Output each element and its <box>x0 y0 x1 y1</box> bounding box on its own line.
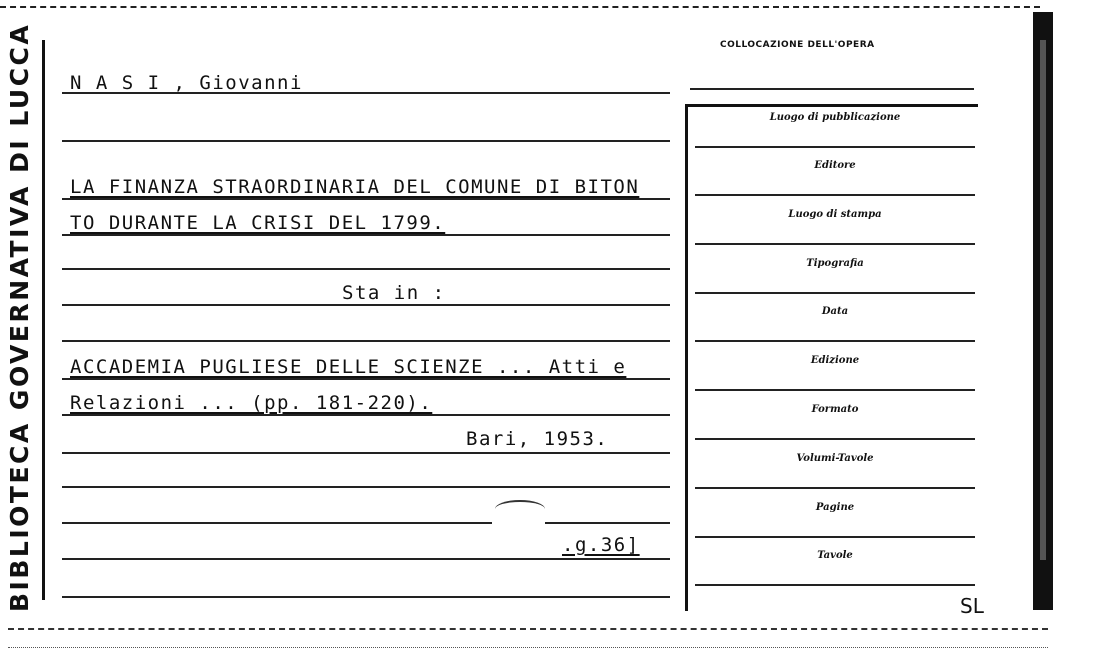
field-line <box>695 292 975 294</box>
rule-line <box>62 304 670 306</box>
rule-line <box>62 268 670 270</box>
library-stamp: BIBLIOTECA GOVERNATIVA DI LUCCA <box>5 22 34 612</box>
pencil-mark <box>495 500 545 518</box>
field-volumi-tavole <box>695 447 975 495</box>
field-line <box>695 340 975 342</box>
rule-line <box>62 596 670 598</box>
field-luogo-stampa <box>695 203 975 251</box>
field-pagine <box>695 496 975 544</box>
field-label: Luogo di stampa <box>788 209 882 220</box>
field-line <box>695 146 975 148</box>
corner-mark: SL <box>960 594 984 618</box>
source-line-1: ACCADEMIA PUGLIESE DELLE SCIENZE ... Atti e <box>70 356 627 378</box>
field-tipografia <box>695 252 975 300</box>
field-edizione <box>695 349 975 397</box>
field-luogo-pubblicazione <box>695 106 975 154</box>
shelfmark: .g.36] <box>562 534 640 556</box>
field-label: Formato <box>811 404 859 415</box>
rule-line <box>62 558 670 560</box>
title-line-2: TO DURANTE LA CRISI DEL 1799. <box>70 212 446 234</box>
margin-line <box>42 40 45 600</box>
field-label: Data <box>821 306 849 317</box>
collocation-line <box>690 88 974 90</box>
collocation-header: COLLOCAZIONE DELL'OPERA <box>720 40 875 50</box>
field-line <box>695 438 975 440</box>
rule-line <box>62 198 670 200</box>
card-bottom-edge <box>8 628 1048 630</box>
rule-line <box>62 234 670 236</box>
rule-line <box>62 452 670 454</box>
field-tavole <box>695 544 975 592</box>
field-line <box>695 194 975 196</box>
card-bottom-edge-dotted <box>8 647 1048 648</box>
in-label: Sta in : <box>342 282 446 304</box>
author-name: N A S I , Giovanni <box>70 72 303 94</box>
field-line <box>695 487 975 489</box>
field-line <box>695 389 975 391</box>
field-line <box>695 584 975 586</box>
rule-line <box>62 486 670 488</box>
field-data <box>695 300 975 348</box>
field-label: Volumi-Tavole <box>796 453 874 464</box>
title-line-1: LA FINANZA STRAORDINARIA DEL COMUNE DI BITON <box>70 176 640 198</box>
field-label: Edizione <box>810 355 860 366</box>
field-label: Tipografia <box>806 258 864 269</box>
rule-line <box>62 340 670 342</box>
rule-line <box>545 522 670 524</box>
rule-line <box>62 414 670 416</box>
field-label: Tavole <box>817 550 853 561</box>
field-label: Editore <box>814 160 856 171</box>
field-label: Luogo di pubblicazione <box>769 112 901 123</box>
rule-line <box>62 140 670 142</box>
card-top-edge <box>0 6 1040 8</box>
field-line <box>695 536 975 538</box>
place-date: Bari, 1953. <box>466 428 609 450</box>
rule-line <box>62 378 670 380</box>
field-line <box>695 243 975 245</box>
field-editore <box>695 154 975 202</box>
field-label: Pagine <box>815 502 855 513</box>
source-line-2: Relazioni ... (pp. 181-220). <box>70 392 433 414</box>
rule-line <box>62 522 492 524</box>
card-edge-strip-inner <box>1040 40 1046 560</box>
field-formato <box>695 398 975 446</box>
